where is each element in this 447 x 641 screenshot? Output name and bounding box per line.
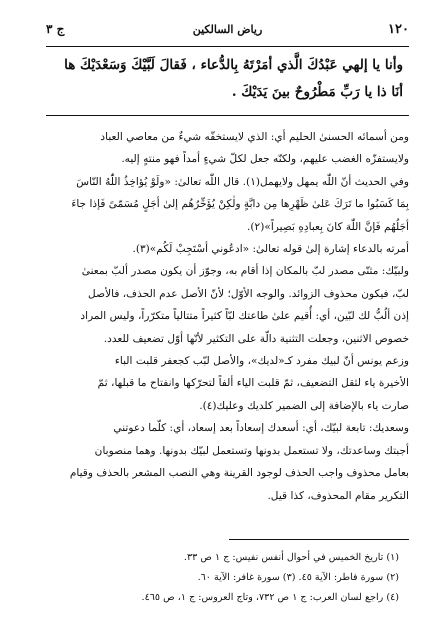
text-line: لبّ، فيكون محذوف الزوائد. والوجه الأوّل؛ لأنّ الأصل عدم الحذف، فالأصل xyxy=(88,287,409,300)
text-line: التكرير مقام المحذوف، كذا قيل. xyxy=(267,489,409,502)
text-line: أجَلُهُم فَإنَّ اللّٰهَ كانَ بِعبادِهِ بَصِيراً»(٢). xyxy=(247,220,409,233)
supplication-text xyxy=(48,52,403,106)
section-divider xyxy=(46,115,409,116)
page-header xyxy=(46,22,409,42)
supplication-line: أنَا ذا يا رَبِّ مَطْرُوحٌ بينَ يَدَيْكَ . xyxy=(231,84,403,100)
footnote: (١) تاريخ الخميس في أحوال أنفس نفيس: ج ١ ص ٣٣. xyxy=(183,552,399,563)
commentary-body xyxy=(46,126,409,507)
footnote: (٤) راجع لسان العرب: ج ١ ص ٧٣٢، وتاج العروس: ج ١، ص ٤٦٥. xyxy=(141,591,399,603)
text-line: أمرته بالدعاء إشارة إلىٰ قوله تعالىٰ: «ادعُوني أسْتَجِبْ لَكُم»(٣). xyxy=(132,243,409,256)
footnote: (٢) سورة فاطر: الآية ٤٥. (٣) سورة غافر: الآية ٦٠. xyxy=(197,571,399,583)
footnote-rule xyxy=(229,539,409,540)
text-line: بِمَا كَسَبُوا ما تَرَكَ عَلىٰ ظَهْرِها مِن دابَّةٍ ولٰكِنْ يُؤَخِّرُهُم إلىٰ أجَلٍ مُسَمّىً فَإذا جاءَ xyxy=(71,198,409,211)
footnotes xyxy=(46,548,399,607)
text-line: إذن ألُبُّ لك لبّين، أي: أُقيم علىٰ طاعتك لبّاً كثيراً متتالياً متكرّراً، وليس المراد xyxy=(80,310,409,323)
text-line: ولايستفزّه الغضب عليهم، ولكنّه جعل لكلّ شيءٍ أمداً فهو منتهٍ إليه. xyxy=(121,153,409,166)
text-line: ومن أسمائه الحسنىٰ الحليم أي: الذي لايستخفّه شيءٌ من معاصي العباد xyxy=(100,131,409,143)
page-number: ١٢٠ xyxy=(388,22,409,37)
running-title: رياض السالكين xyxy=(192,23,263,36)
text-line: وفي الحديث أنّ اللّٰه يمهل ولايهمل(١). قال اللّٰه تعالىٰ: «ولَوْ يُؤاخِذُ اللّٰهُ النّاسَ xyxy=(76,175,409,188)
text-line: بعامل محذوف واجب الحذف لوجود القرينة وهي النصب المشعر بالحذف وقيام xyxy=(69,467,409,480)
text-line: وزعم يونس أنّ لبيك مفرد كـ«لديك»، والأصل لبّب كجعفر قلبت الباء xyxy=(114,355,409,368)
header-rule xyxy=(46,46,409,47)
text-line: أجبتك وساعدتك، ولا تستعمل بدونها وتستعمل لبيّك بدونها. وهما منصوبان xyxy=(94,444,409,457)
supplication-line: وأنا يا إلهي عَبْدُكَ الَّذي أمَرْتَهُ بِالدُّعاء ، فَقالَ لَبَّيْكَ وَسَعْدَيْكَ ها xyxy=(64,57,403,73)
text-line: وسعديك: تابعة لبيّك، أي: أسعدك إسعاداً بعد إسعاد، أي: كلّما دعوتني xyxy=(113,422,409,435)
text-line: الأخيرة ياء لثقل التضعيف، ثمّ قلبت الياء ألفاً لتحرّكها وانفتاح ما قبلها، ثمّ xyxy=(97,377,409,390)
text-line: صارت ياء بالإضافة إلى الضمير كلديك وعليك(٤). xyxy=(199,399,409,412)
volume-label: ج ٣ xyxy=(46,22,65,36)
text-line: ولبيّك: مثنّى مصدر لبّ بالمكان إذا أقام به، وجوّز أن يكون مصدر ألبّ بمعنىٰ xyxy=(81,265,409,278)
text-line: خصوص الاثنين، وجعلت التثنية دالّة على التكثير لأنّها أوّل تضعيف للعدد. xyxy=(103,332,409,345)
